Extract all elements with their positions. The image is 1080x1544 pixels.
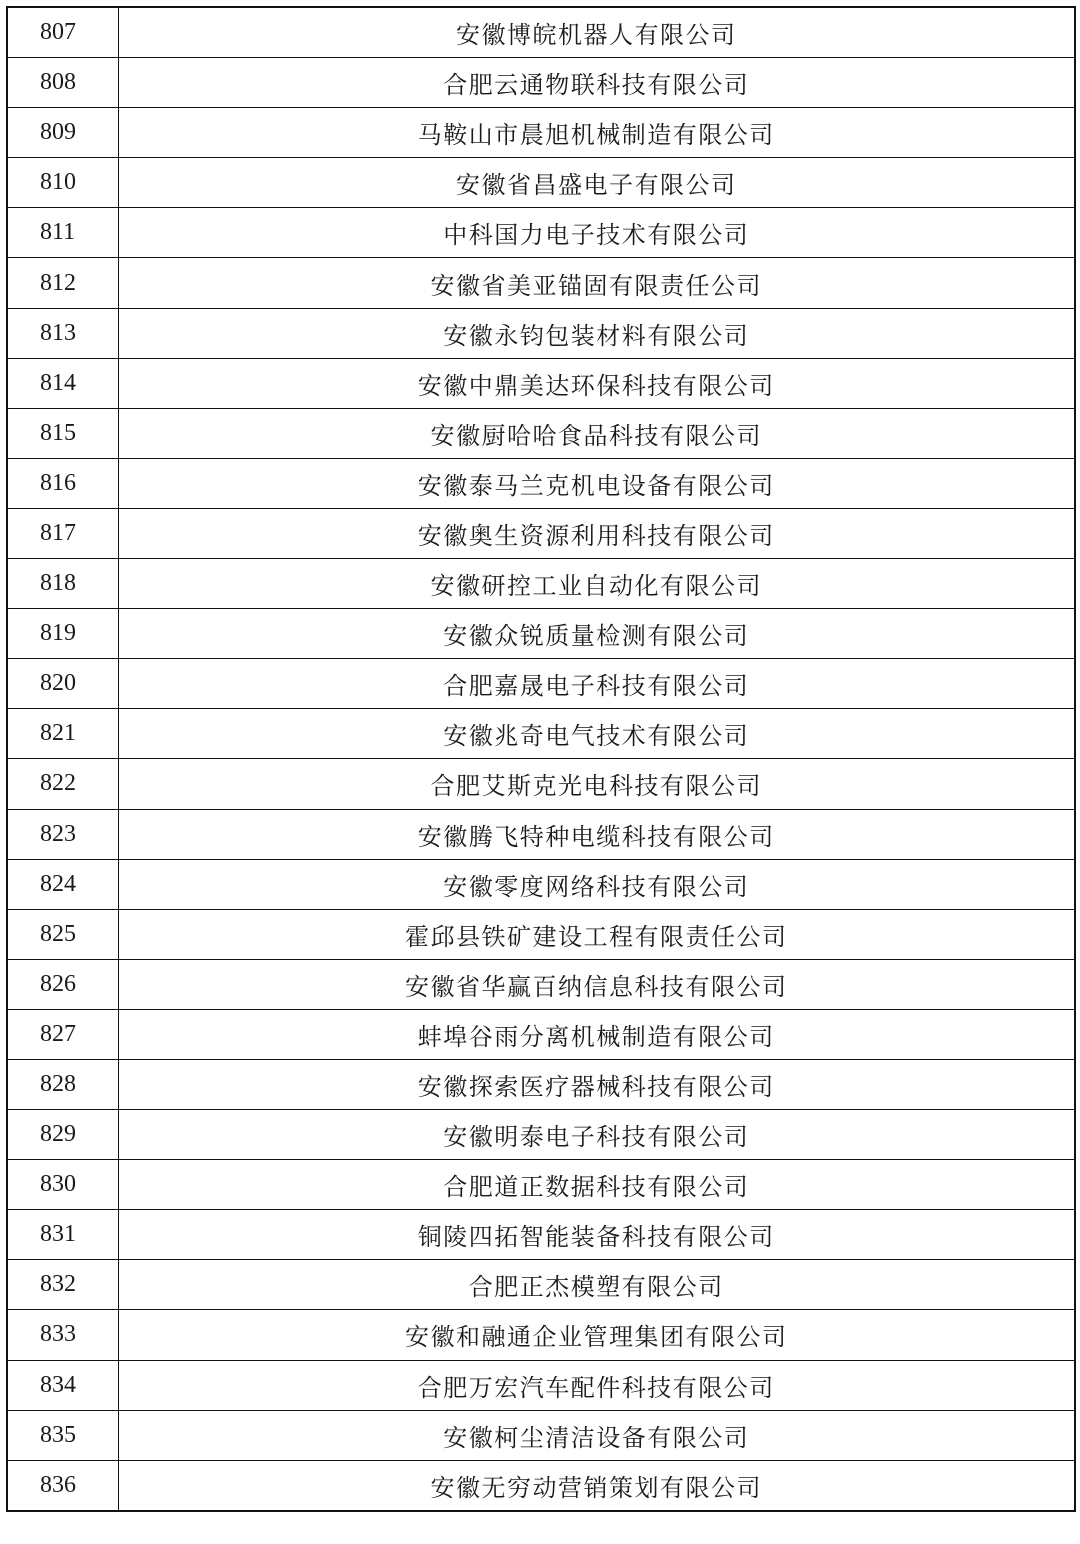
company-name-cell: 安徽无穷动营销策划有限公司 <box>118 1460 1075 1511</box>
company-name-cell: 安徽泰马兰克机电设备有限公司 <box>118 458 1075 508</box>
table-row <box>7 859 1075 909</box>
company-name-cell: 合肥艾斯克光电科技有限公司 <box>118 759 1075 809</box>
row-number-cell: 833 <box>7 1310 118 1360</box>
company-name-cell: 合肥万宏汽车配件科技有限公司 <box>118 1360 1075 1410</box>
row-number-cell: 810 <box>7 158 118 208</box>
company-name-cell: 合肥嘉晟电子科技有限公司 <box>118 659 1075 709</box>
company-name-cell: 安徽腾飞特种电缆科技有限公司 <box>118 809 1075 859</box>
company-name-cell: 霍邱县铁矿建设工程有限责任公司 <box>118 909 1075 959</box>
company-name-cell: 铜陵四拓智能装备科技有限公司 <box>118 1210 1075 1260</box>
company-name-cell: 安徽和融通企业管理集团有限公司 <box>118 1310 1075 1360</box>
table-row <box>7 1360 1075 1410</box>
table-row <box>7 1260 1075 1310</box>
company-name-cell: 安徽柯尘清洁设备有限公司 <box>118 1410 1075 1460</box>
row-number-cell: 828 <box>7 1059 118 1109</box>
company-name-cell: 安徽研控工业自动化有限公司 <box>118 559 1075 609</box>
row-number-cell: 824 <box>7 859 118 909</box>
row-number-cell: 829 <box>7 1110 118 1160</box>
row-number-cell: 834 <box>7 1360 118 1410</box>
row-number-cell: 811 <box>7 208 118 258</box>
row-number-cell: 830 <box>7 1160 118 1210</box>
table-row <box>7 358 1075 408</box>
company-name-cell: 安徽永钧包装材料有限公司 <box>118 308 1075 358</box>
company-name-cell: 安徽兆奇电气技术有限公司 <box>118 709 1075 759</box>
table-row <box>7 208 1075 258</box>
row-number-cell: 819 <box>7 609 118 659</box>
company-name-cell: 合肥正杰模塑有限公司 <box>118 1260 1075 1310</box>
company-name-cell: 安徽省美亚锚固有限责任公司 <box>118 258 1075 308</box>
table-row <box>7 809 1075 859</box>
table-row <box>7 1009 1075 1059</box>
table-row <box>7 1310 1075 1360</box>
company-name-cell: 中科国力电子技术有限公司 <box>118 208 1075 258</box>
company-name-cell: 安徽博皖机器人有限公司 <box>118 7 1075 58</box>
table-row <box>7 58 1075 108</box>
row-number-cell: 813 <box>7 308 118 358</box>
table-row <box>7 909 1075 959</box>
table-row <box>7 308 1075 358</box>
table-row <box>7 7 1075 58</box>
row-number-cell: 831 <box>7 1210 118 1260</box>
row-number-cell: 814 <box>7 358 118 408</box>
table-row <box>7 559 1075 609</box>
row-number-cell: 808 <box>7 58 118 108</box>
company-list-body <box>7 7 1075 1511</box>
table-row <box>7 609 1075 659</box>
table-row <box>7 959 1075 1009</box>
table-row <box>7 158 1075 208</box>
row-number-cell: 816 <box>7 458 118 508</box>
table-row <box>7 659 1075 709</box>
table-row <box>7 458 1075 508</box>
table-row <box>7 258 1075 308</box>
table-row <box>7 508 1075 558</box>
company-name-cell: 合肥道正数据科技有限公司 <box>118 1160 1075 1210</box>
company-name-cell: 合肥云通物联科技有限公司 <box>118 58 1075 108</box>
company-name-cell: 安徽明泰电子科技有限公司 <box>118 1110 1075 1160</box>
table-row <box>7 108 1075 158</box>
company-list-table <box>6 6 1076 1512</box>
table-row <box>7 1460 1075 1511</box>
company-name-cell: 安徽省昌盛电子有限公司 <box>118 158 1075 208</box>
row-number-cell: 818 <box>7 559 118 609</box>
table-row <box>7 1410 1075 1460</box>
row-number-cell: 832 <box>7 1260 118 1310</box>
company-name-cell: 安徽奥生资源利用科技有限公司 <box>118 508 1075 558</box>
table-row <box>7 1210 1075 1260</box>
table-row <box>7 1160 1075 1210</box>
table-row <box>7 759 1075 809</box>
row-number-cell: 822 <box>7 759 118 809</box>
row-number-cell: 815 <box>7 408 118 458</box>
table-row <box>7 709 1075 759</box>
row-number-cell: 823 <box>7 809 118 859</box>
table-row <box>7 1059 1075 1109</box>
company-name-cell: 安徽众锐质量检测有限公司 <box>118 609 1075 659</box>
row-number-cell: 820 <box>7 659 118 709</box>
row-number-cell: 817 <box>7 508 118 558</box>
company-name-cell: 蚌埠谷雨分离机械制造有限公司 <box>118 1009 1075 1059</box>
company-name-cell: 安徽零度网络科技有限公司 <box>118 859 1075 909</box>
company-name-cell: 安徽厨哈哈食品科技有限公司 <box>118 408 1075 458</box>
row-number-cell: 821 <box>7 709 118 759</box>
row-number-cell: 809 <box>7 108 118 158</box>
row-number-cell: 825 <box>7 909 118 959</box>
row-number-cell: 836 <box>7 1460 118 1511</box>
company-name-cell: 安徽省华赢百纳信息科技有限公司 <box>118 959 1075 1009</box>
company-name-cell: 安徽中鼎美达环保科技有限公司 <box>118 358 1075 408</box>
row-number-cell: 835 <box>7 1410 118 1460</box>
table-row <box>7 1110 1075 1160</box>
table-row <box>7 408 1075 458</box>
row-number-cell: 827 <box>7 1009 118 1059</box>
company-name-cell: 安徽探索医疗器械科技有限公司 <box>118 1059 1075 1109</box>
company-name-cell: 马鞍山市晨旭机械制造有限公司 <box>118 108 1075 158</box>
row-number-cell: 807 <box>7 7 118 58</box>
row-number-cell: 826 <box>7 959 118 1009</box>
row-number-cell: 812 <box>7 258 118 308</box>
